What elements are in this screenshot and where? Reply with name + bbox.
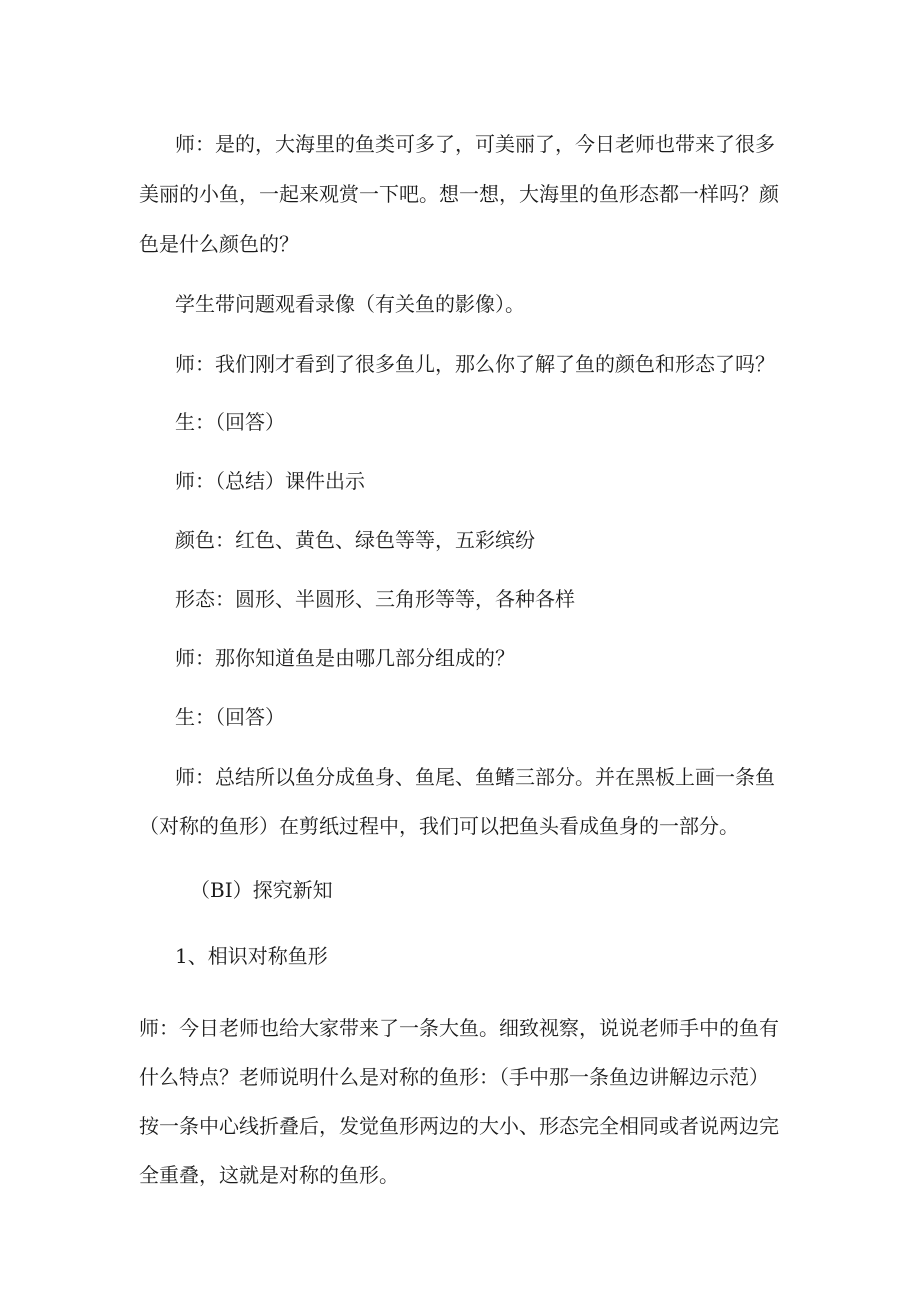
paragraph-student-answer-2: 生：（回答）: [175, 705, 285, 729]
paragraph-teacher-fish-line2: 什么特点？老师说明什么是对称的鱼形：（手中那一条鱼边讲解边示范）: [139, 1065, 769, 1089]
paragraph-shapes: 形态：圆形、半圆形、三角形等等，各种各样: [175, 587, 575, 611]
paragraph-teacher-fish-line1: 师：今日老师也给大家带来了一条大鱼。细致视察，说说老师手中的鱼有: [139, 1016, 779, 1040]
paragraph-teacher-fish-line3: 按一条中心线折叠后，发觉鱼形两边的大小、形态完全相同或者说两边完: [139, 1114, 779, 1138]
paragraph-students-watch: 学生带问题观看录像（有关鱼的影像）。: [175, 292, 525, 316]
paragraph-student-answer-1: 生：（回答）: [175, 410, 285, 434]
paragraph-teacher-conclusion-line1: 师：总结所以鱼分成鱼身、鱼尾、鱼鳍三部分。并在黑板上画一条鱼: [175, 765, 775, 789]
paragraph-teacher-parts-question: 师：那你知道鱼是由哪几部分组成的？: [175, 646, 515, 670]
paragraph-colors: 颜色：红色、黄色、绿色等等，五彩缤纷: [175, 528, 535, 552]
paragraph-teacher-intro-line2: 美丽的小鱼，一起来观赏一下吧。想一想，大海里的鱼形态都一样吗？颜: [139, 182, 779, 206]
paragraph-teacher-question: 师：我们刚才看到了很多鱼儿，那么你了解了鱼的颜色和形态了吗？: [175, 352, 775, 376]
subsection-heading: 1、相识对称鱼形: [175, 944, 328, 968]
paragraph-teacher-fish-line4: 全重叠，这就是对称的鱼形。: [139, 1163, 399, 1187]
paragraph-teacher-conclusion-line2: （对称的鱼形）在剪纸过程中，我们可以把鱼头看成鱼身的一部分。: [139, 814, 739, 838]
section-heading: （BI）探究新知: [190, 878, 333, 902]
paragraph-teacher-summary: 师：（总结）课件出示: [175, 469, 365, 493]
paragraph-teacher-intro-line3: 色是什么颜色的？: [139, 232, 299, 256]
paragraph-teacher-intro-line1: 师：是的，大海里的鱼类可多了，可美丽了，今日老师也带来了很多: [175, 132, 775, 156]
